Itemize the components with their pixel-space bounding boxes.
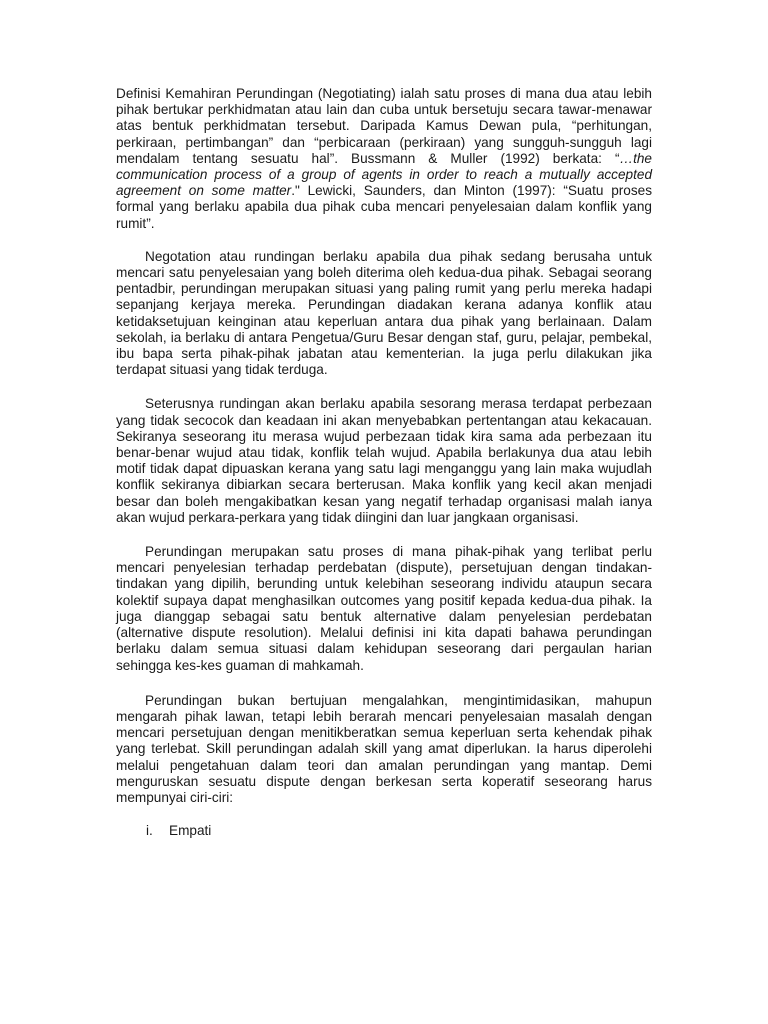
paragraph-negotiation: Negotation atau rundingan berlaku apabila dua pihak sedang berusaha untuk mencari satu penyelesaian yang boleh diterima oleh kedua-dua pihak. Sebagai seorang pentadbir, perundingan merupakan situasi yang paling rumit yang perlu mereka hadapi sepanjang kerjaya mereka. Perundingan diadakan kerana adanya konflik atau ketidaksetujuan keinginan atau keperluan antara dua pihak yang berlainaan. Dalam sekolah, ia berlaku di antara Pengetua/Guru Besar dengan staf, guru, pelajar, pembekal, ibu bapa serta pihak-pihak jabatan atau kementerian. Ia juga perlu dilakukan jika terdapat situasi yang tidak terduga. (116, 248, 652, 378)
paragraph-definition-text-a: Definisi Kemahiran Perundingan (Negotiating) ialah satu proses di mana dua atau lebih pihak bertukar perkhidmatan atau lain dan cuba untuk bersetuju secara tawar-menawar atas bentuk perkhidmatan tersebut. Daripada Kamus Dewan pula, “perhitungan, perkiraan, pertimbangan” dan “perbicaraan (perkiraan) yang sungguh-sungguh lagi mendalam tentang sesuatu hal”. Bussmann & Muller (1992) berkata: “ (116, 86, 652, 166)
list-item (116, 823, 652, 839)
paragraph-definition (116, 86, 652, 232)
list-item-text: Empati (169, 823, 212, 839)
paragraph-conflict: Seterusnya rundingan akan berlaku apabila sesorang merasa terdapat perbezaan yang tidak secocok dan keadaan ini akan menyebabkan pertentangan atau kekacauan. Sekiranya seseorang itu merasa wujud perbezaan tidak kira sama ada perbezaan itu benar-benar wujud atau tidak, konflik telah wujud. Apabila berlakunya dua atau lebih motif tidak dapat dipuaskan kerana yang satu lagi menganggu yang lain maka wujudlah konflik sekiranya dibiarkan secara berterusan. Maka konflik yang kecil akan menjadi besar dan boleh mengakibatkan kesan yang negatif terhadap organisasi malah ianya akan wujud perkara-perkara yang tidak diingini dan luar jangkaan organisasi. (116, 396, 652, 525)
paragraph-purpose: Perundingan bukan bertujuan mengalahkan, mengintimidasikan, mahupun mengarah pihak lawan, tetapi lebih berarah mencari penyelesaian masalah dengan mencari persetujuan dengan menitikberatkan semua keperluan serta kehendak pihak yang terlebat. Skill perundingan adalah skill yang amat diperlukan. Ia harus diperolehi melalui pengetahuan dalam teori dan amalan perundingan yang mantap. Demi menguruskan sesuatu dispute dengan berkesan serta koperatif seseorang harus mempunyai ciri-ciri: (116, 692, 652, 805)
list-item-marker: i. (146, 823, 153, 839)
traits-list (116, 823, 652, 839)
paragraph-process: Perundingan merupakan satu proses di mana pihak-pihak yang terlibat perlu mencari penyelesian terhadap perdebatan (dispute), persetujuan dengan tindakan-tindakan yang dipilih, berunding untuk kelebihan seseorang individu ataupun secara kolektif supaya dapat menghasilkan outcomes yang positif kepada kedua-dua pihak. Ia juga dianggap sebagai satu bentuk alternative dalam penyelesian perdebatan (alternative dispute resolution). Melalui definisi ini kita dapati bahawa perundingan berlaku dalam semua situasi dalam kehidupan seseorang dari pergaulan harian sehingga kes-kes guaman di mahkamah. (116, 544, 652, 673)
document-page (116, 86, 652, 839)
paragraph-definition-quote: …the communication process of a group of agents in order to reach a mutually accepted agreement on some matter (116, 150, 652, 199)
paragraph-definition-text-b: ." Lewicki, Saunders, dan Minton (1997): “Suatu proses formal yang berlaku apabila dua pihak cuba mencari penyelesaian dalam konflik yang rumit”. (116, 183, 652, 231)
